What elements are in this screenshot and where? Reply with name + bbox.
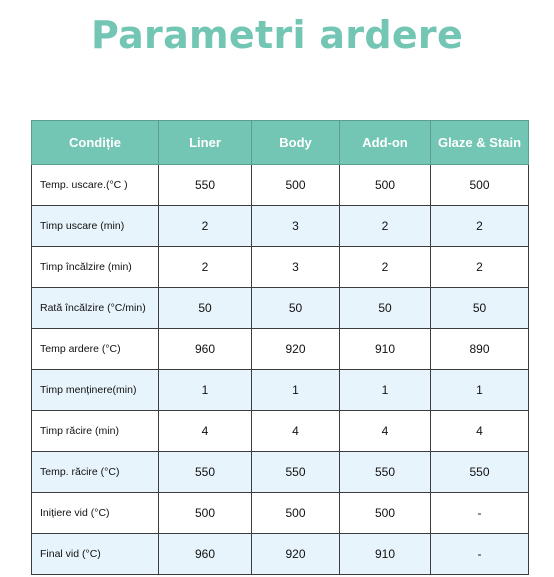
table-row [32, 370, 529, 411]
table-cell: 4 [159, 411, 252, 452]
column-header-glaze-stain: Glaze & Stain [431, 121, 529, 165]
column-header-liner: Liner [159, 121, 252, 165]
table-row [32, 247, 529, 288]
table-cell: 2 [159, 247, 252, 288]
table-cell: 500 [340, 493, 431, 534]
column-header-body: Body [252, 121, 340, 165]
row-label: Temp. răcire (°C) [32, 452, 159, 493]
table-row [32, 411, 529, 452]
row-label: Rată încălzire (°C/min) [32, 288, 159, 329]
table-cell: 50 [159, 288, 252, 329]
table-cell: 500 [159, 493, 252, 534]
table-cell: 960 [159, 534, 252, 575]
table-cell: 500 [431, 165, 529, 206]
row-label: Temp. uscare.(°C ) [32, 165, 159, 206]
table-row [32, 452, 529, 493]
table-row [32, 493, 529, 534]
table-cell: 550 [431, 452, 529, 493]
table-row [32, 165, 529, 206]
table-cell: 4 [340, 411, 431, 452]
table-cell: 550 [159, 165, 252, 206]
table-cell: 500 [252, 493, 340, 534]
table-cell: 890 [431, 329, 529, 370]
table-row [32, 329, 529, 370]
table-cell: 2 [340, 206, 431, 247]
table-cell: 1 [340, 370, 431, 411]
table-cell: 50 [431, 288, 529, 329]
row-label: Final vid (°C) [32, 534, 159, 575]
table-cell: 3 [252, 206, 340, 247]
table-cell: 1 [431, 370, 529, 411]
table-cell: 50 [252, 288, 340, 329]
table-row [32, 206, 529, 247]
column-header-condition: Condiție [32, 121, 159, 165]
firing-parameters-table [31, 120, 529, 575]
table-cell: 1 [252, 370, 340, 411]
table-cell: 50 [340, 288, 431, 329]
row-label: Timp uscare (min) [32, 206, 159, 247]
table-cell: 550 [340, 452, 431, 493]
page-title: Parametri ardere [90, 13, 464, 57]
table-cell: 550 [159, 452, 252, 493]
table-cell: 3 [252, 247, 340, 288]
table-cell: 960 [159, 329, 252, 370]
table-cell: 500 [252, 165, 340, 206]
table-row [32, 288, 529, 329]
table-cell: - [431, 493, 529, 534]
table-cell: 2 [431, 247, 529, 288]
row-label: Timp menținere(min) [32, 370, 159, 411]
table-header-row [32, 121, 529, 165]
table-cell: 920 [252, 329, 340, 370]
table-cell: - [431, 534, 529, 575]
table-cell: 2 [431, 206, 529, 247]
row-label: Inițiere vid (°C) [32, 493, 159, 534]
table-cell: 500 [340, 165, 431, 206]
column-header-add-on: Add-on [340, 121, 431, 165]
row-label: Timp încălzire (min) [32, 247, 159, 288]
table-cell: 910 [340, 329, 431, 370]
table-cell: 2 [159, 206, 252, 247]
row-label: Temp ardere (°C) [32, 329, 159, 370]
row-label: Timp răcire (min) [32, 411, 159, 452]
table-cell: 910 [340, 534, 431, 575]
table-row [32, 534, 529, 575]
table-cell: 920 [252, 534, 340, 575]
table-cell: 2 [340, 247, 431, 288]
table-cell: 4 [431, 411, 529, 452]
table-cell: 4 [252, 411, 340, 452]
table-cell: 550 [252, 452, 340, 493]
table-cell: 1 [159, 370, 252, 411]
